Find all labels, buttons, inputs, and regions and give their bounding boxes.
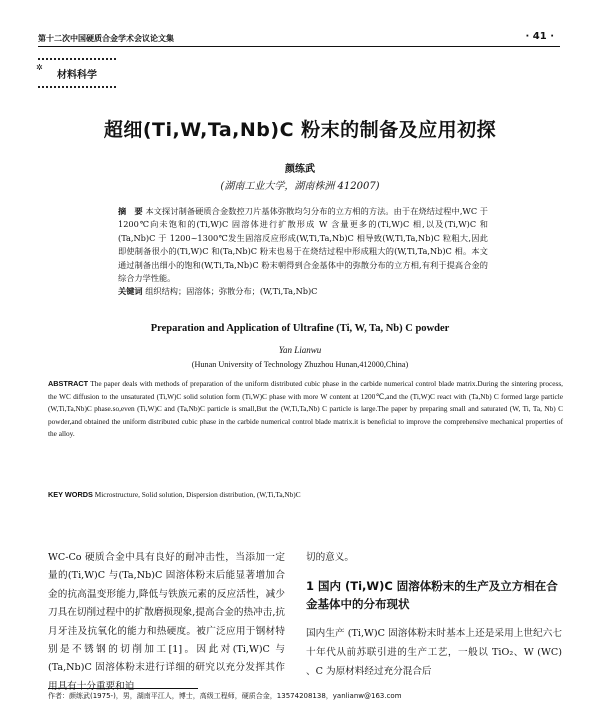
abstract-chinese bbox=[118, 205, 488, 299]
author-affiliation-english: (Hunan University of Technology Zhuzhou Hunan,412000,China) bbox=[191, 360, 409, 369]
section-badge-label: 材料科学 bbox=[57, 69, 97, 81]
author-footnote: 作者：颜练武(1975-)，男，湖南平江人，博士，高级工程师，硬质合金，13574208138，yanlianw@163.com bbox=[48, 692, 402, 700]
abstract-en-text: The paper deals with methods of preparation of the uniform distributed cubic phase in the carbide numerical control blade matrix.During the sintering process, the WC diffusion to the unsaturated (Ti,W)C solid solution form (Ti,W)C phase with more W content at 1200℃,and the (Ti,W)C react with (Ta,Nb) C formed large particle (W,Ti,Ta,Nb)C phase.so,even (Ti,W)C and (Ta,Nb)C particle is small,But the (W,Ti,Ta,Nb) C particle is large.The paper by preparing small and saturated (W, Ti, Ta, Nb) C powder,and obtained the uniform distributed cubic phase in the carbide numerical control blade matrix.it is beneficial to improve the comprehensive mechanical properties of the alloy. bbox=[48, 379, 563, 439]
abstract-label: 摘 要 bbox=[118, 206, 143, 216]
author-name: 颜练武 bbox=[285, 164, 315, 175]
abstract-text: 本文探讨制备硬质合金数控刀片基体弥散均匀分布的立方相的方法。由于在烧结过程中,WC 于 1200℃向未饱和的(Ti,W)C 固溶体进行扩散形成 W 含量更多的(Ti,W)C 相,以及(Ti,W)C 和(Ta,Nb)C 于 1200~1300℃发生固溶反应形成(W,Ti,Ta,Nb)C 相导致(W,Ti,Ta,Nb)C 粒粗大,因此即使制备很小的(Ti,W)C 和(Ta,Nb)C 粉末也易于在烧结过程中形成粗大的(W,Ti,Ta,Nb)C 相。本文通过制备出细小的饱和(W,Ti,Ta,Nb)C 粉末朝得到合金基体中的弥散分布的立方相,有利于提高合金的综合力学性能。 bbox=[118, 206, 488, 284]
paper-title-english: Preparation and Application of Ultrafine (Ti, W, Ta, Nb) C powder bbox=[150, 323, 450, 334]
body-right-column: 国内生产 (Ti,W)C 固溶体粉末时基本上还是采用上世纪六七十年代从前苏联引进的生产工艺，一般以 TiO₂、W (WC) 、C 为原材料经过充分混合后 bbox=[306, 628, 562, 677]
running-header-conference: 第十二次中国硬质合金学术会议论文集 bbox=[38, 34, 174, 43]
header-rule bbox=[38, 46, 560, 47]
page-number: · 41 · bbox=[525, 31, 554, 42]
keywords-text: 组织结构；固溶体；弥散分布；(W,Ti,Ta,Nb)C bbox=[145, 286, 318, 297]
author-affiliation: (湖南工业大学，湖南株洲 412007) bbox=[220, 181, 380, 192]
section-badge bbox=[38, 58, 116, 88]
body-right-column-top: 切的意义。 bbox=[306, 552, 354, 563]
keywords-en-label: KEY WORDS bbox=[48, 490, 93, 499]
section-heading-1: 1 国内 (Ti,W)C 固溶体粉末的生产及立方相在合金基体中的分布现状 bbox=[306, 579, 558, 611]
body-left-column: WC-Co 硬质合金中具有良好的耐冲击性，当添加一定量的(Ti,W)C 与(Ta,Nb)C 固溶体粉末后能显著增加合金的抗高温变形能力,降低与铁族元素的反应活性，减少刀具在切削过程中的扩散磨损现象,提高合金的热冲击,抗月牙洼及抗氧化的能力和热硬度。被广泛应用于钢材特别是不锈钢的切削加工[1]。因此对(Ti,W)C 与(Ta,Nb)C 固溶体粉末进行详细的研究以充分发挥其作用具有十分重要和迫 bbox=[48, 552, 285, 692]
footnote-rule bbox=[48, 688, 198, 689]
abstract-en-label: ABSTRACT bbox=[48, 379, 89, 388]
keywords-label: 关键词 bbox=[118, 286, 143, 297]
abstract-english bbox=[48, 378, 563, 441]
keywords-english bbox=[48, 490, 563, 499]
keywords-en-text: Microstructure, Solid solution, Dispersion distribution, (W,Ti,Ta,Nb)C bbox=[94, 490, 301, 499]
paper-title: 超细(Ti,W,Ta,Nb)C 粉末的制备及应用初探 bbox=[103, 119, 497, 141]
star-icon: ✲ bbox=[36, 63, 43, 72]
author-name-english: Yan Lianwu bbox=[278, 345, 322, 355]
